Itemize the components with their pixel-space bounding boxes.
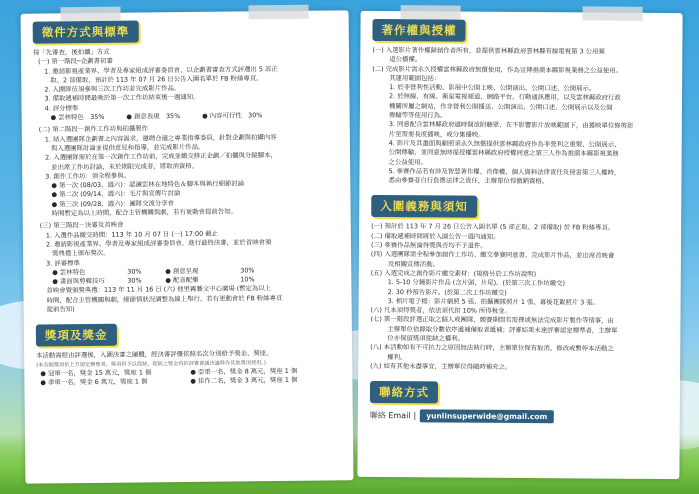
- prize-item: ● 亞軍一名，獎金 8 萬元，獎座 1 個: [190, 366, 298, 376]
- text-line: (六) 凡本須得獎者，依法須代扣 10% 所得稅金。: [370, 306, 511, 316]
- section-title-contact: 聯絡方式: [370, 381, 438, 403]
- text-line: (一) 預計於 113 年 7 月 26 日公告入圍名單 (5 部正取、2 部備取) 於 FB 粉絲專頁。: [371, 222, 615, 233]
- score-percent: 30%: [127, 276, 142, 285]
- section-title-submission: 徵件方式與標準: [33, 20, 139, 43]
- text-line: 1. 結入選團隊企劃書之內容需求，邀聘合適之專業指導委員，針對企劃與拍攝內容: [44, 132, 277, 144]
- text-line: 並出席工作坊討論，未於期限完成者，將取消資格。: [51, 161, 199, 171]
- text-line: 2. 30 秒預告影片。(於第二次工作坊繳交): [387, 287, 507, 297]
- prize-body: [36, 349, 340, 388]
- text-line: 1. 5-10 分鐘影片作品 (含片頭、片尾)。(於第三次工作坊繳交): [387, 278, 566, 288]
- text-line: (九) 如有其他未盡事宜，主辦單位得隨時補充之。: [370, 361, 512, 371]
- text-line: 傳輸等等使用行為。: [388, 111, 447, 120]
- text-line: (二) 備取遞補時間將於入圍公告一週內通知。: [371, 231, 500, 241]
- text-line: (二) 第二階段－創作工作坊與拍攝製作: [38, 124, 149, 134]
- text-line: 2. 於無線、有線、衛星電視頻道、網路平台、行動通訊應用，以及雲林縣政府行政: [389, 92, 621, 103]
- text-line: 首映會暨頒獎典禮：113 年 11 月 16 日 (六) 他里霧藝文中心廣場 (暫定為以上: [46, 284, 272, 295]
- score-item: ● 畫面與剪輯技巧: [52, 276, 105, 286]
- text-line: 3. 評審標準: [46, 258, 80, 268]
- contact-row: 聯絡 Email | yunlinsuperwide@gmail.com: [370, 409, 668, 424]
- text-line: 公開傳輸，並同意無時提授權雲林縣政府授權同意之第三人作為推廣本縣影視業務: [388, 148, 619, 158]
- text-line: 片至需要長度播映，或分集播映。: [388, 129, 485, 139]
- right-page: [357, 11, 682, 479]
- text-line: 主辦單位依錄取分數依序遞補備取者遞補；評審結果未達評審認定標準者，主辦單: [387, 324, 618, 335]
- text-line: 3. 相片電子檔：影片劇照 5 張、拍攝團隊照片 1 張、幕後花絮照片 3 張。: [387, 296, 600, 307]
- text-line: 取、2 部備取，預計於 113 年 07 月 26 日公告入圍名單於 FB 粉絲專頁。: [50, 74, 263, 85]
- text-line: 3. 同意配合雲林縣政府適時開放附聽眾、在不影響影片放映範圍下，由獲映單位修剪影: [388, 120, 634, 131]
- text-line: 時間，配合主管機關與劇，細節情狀況調整為線上舉行，若有更動會於 FB 粉絲專頁: [46, 293, 283, 305]
- left-page: [21, 10, 354, 483]
- text-line: 1. 邀請影視產業界、學者及專家組成評審委員會，以企劃書審查方式評選出 5 部正: [44, 64, 278, 76]
- score-percent: 10%: [240, 275, 255, 284]
- text-line: (三) 第三階段－決審及首映會: [39, 221, 124, 230]
- notice-body: [370, 222, 669, 373]
- text-line: (三) 參賽作品無論得獎與否均不予退件。: [370, 241, 487, 250]
- text-line: 2. 邀請影視產業界、學者及專家組成評審委員會，進行最終決審，並於首映會頒: [45, 238, 272, 249]
- tape: [401, 5, 461, 19]
- prize-item: ● 季軍一名，獎金 6 萬元，獎座 1 個: [40, 377, 148, 387]
- score-percent: 30%: [127, 267, 142, 276]
- text-line: 位亦保留獎項從缺之權利。: [387, 334, 465, 343]
- text-line: 時間暫定為以上時間，配合主管機關與劇，若有更動會提前告知。: [51, 207, 238, 218]
- text-line: 權利。: [387, 352, 407, 361]
- score-item: ● 配音配樂: [165, 276, 199, 285]
- prize-intro: 本活動需經由評選後，入圍決審之團體，經決審評優依照名次分別給予獎金、獎座。: [36, 349, 273, 360]
- text-line: 5. 參賽作品若有涉及智慧著作權、肖像權、個人資料法律責任及侵害第三人權時，: [388, 166, 621, 177]
- prize-item: ● 佳作二名，獎金 3 萬元，獎座 1 個: [190, 375, 298, 385]
- section-title-copyright: 著作權與授權: [372, 19, 465, 42]
- tape: [248, 5, 308, 20]
- text-line: 1. 入選作品繳交時間：113 年 10 月 07 日 (一) 17:00 截止: [45, 229, 219, 240]
- text-line: 3. 備取遞補時間最晚於第一次工作坊結束後一週通知。: [44, 93, 200, 103]
- text-line: (一) 入選影片著作權歸創作者所有，並提供雲林縣政府雲林縣有線電視第 3 公用頻: [372, 45, 605, 56]
- prize-item: ● 冠軍一名，獎金 15 萬元，獎座 1 個: [40, 367, 152, 378]
- text-line: 悉由參賽者自行負擔法律之責任，主辦單位得撤銷資格。: [388, 176, 549, 186]
- workshop-item: ● 第三次 (09/28，週六)：團隊交流分享會: [51, 198, 175, 209]
- text-line: (一) 第一階段─企劃書初審: [38, 57, 113, 66]
- tape: [583, 6, 643, 20]
- prize-note: (本各類獎項依上方規定辦理者，獎項得予以從缺，從缺之獎金得依評審會議決議移作其他獎項使用。): [36, 359, 266, 369]
- text-line: (五) 入選完成之創作影片繳交素材：(規格另於工作坊說明): [370, 268, 537, 279]
- score-item: ● 雲林特色 35%: [50, 112, 105, 122]
- workshop-item: ● 第一次 (08/03，週六)：認識雲林在地特色＆腳本與執行細節討論: [51, 179, 245, 190]
- section-title-prize: 獎項及獎金: [36, 324, 117, 347]
- score-item: ● 內容可行性 30%: [202, 111, 263, 120]
- text-line: 3. 創作工作坊：須全程參與。: [45, 171, 131, 181]
- contact-label: 聯絡 Email: [369, 411, 411, 421]
- text-line: 4. 影片及其畫面與劇照須永久無償提供雲林縣政府作為非營利之重製、公開展示、: [388, 139, 621, 149]
- text-line: 與入選團隊討論並提供意見和指導，並完成影片作品。: [50, 142, 205, 153]
- score-item: ● 創意表現 35%: [126, 112, 181, 121]
- text-line: 4. 評分標準: [44, 103, 79, 113]
- prize-list: [36, 366, 340, 388]
- score-percent: 30%: [240, 266, 255, 275]
- text-line: 及相關宣傳活動。: [387, 259, 440, 269]
- text-line: 2. 入選團隊需於在第一次創作工作坊前，完成並繳交修正企劃／拍攝與分鏡腳本，: [45, 151, 277, 162]
- text-line: 其運用範圍包括：: [389, 73, 441, 83]
- tape: [60, 7, 120, 22]
- text-line: 1. 於非營利性活動、影展中公開上映、公開演出、公開口述、公開展示。: [389, 83, 596, 93]
- section-title-notice: 入圍義務與須知: [371, 195, 477, 218]
- text-line: 2. 入圍隊伍須參與三次工作坊並完成影片作品。: [44, 84, 181, 94]
- text-line: 機關所屬之網站，作非營利公開播送、公開演出、公開口述，公開展示以及公開: [388, 101, 613, 112]
- text-line: (二) 完成影片需永久授權雲林縣政府無償使用，作為宣傳推廣本縣影視業務之公益使用。: [372, 64, 623, 75]
- text-line: 採「先審查，後拍攝」方式: [32, 47, 110, 57]
- copyright-body: [371, 46, 670, 188]
- text-line: (八) 本活動如有不可抗力之原因無法執行時，主辦單位保有取消、修改或暫停本活動之: [370, 343, 614, 353]
- text-line: 道公播權。: [389, 55, 422, 64]
- text-line: 之公益使用。: [388, 157, 427, 166]
- workshop-item: ● 第二次 (09/14，週六)：毛片與宣傳片討論: [51, 189, 181, 199]
- text-line: (七) 第一階段評選正取之個人或團隊，競賽期間若需擇或無法完成影片製作等情事，由: [370, 315, 614, 326]
- text-line: (四) 入選團隊需全程參加創作工作坊、繳交參賽同意書、完成影片作品，並出席首映會: [370, 250, 615, 261]
- score-item: ● 雲林特色: [52, 267, 86, 277]
- contact-email-link[interactable]: yunlinsuperwide@gmail.com: [420, 410, 553, 424]
- text-line: 獎典禮上頒布獎次。: [52, 249, 110, 258]
- submission-body: [33, 45, 340, 314]
- text-line: 提前告知): [46, 305, 75, 314]
- score-item: ● 創意呈現: [165, 266, 199, 276]
